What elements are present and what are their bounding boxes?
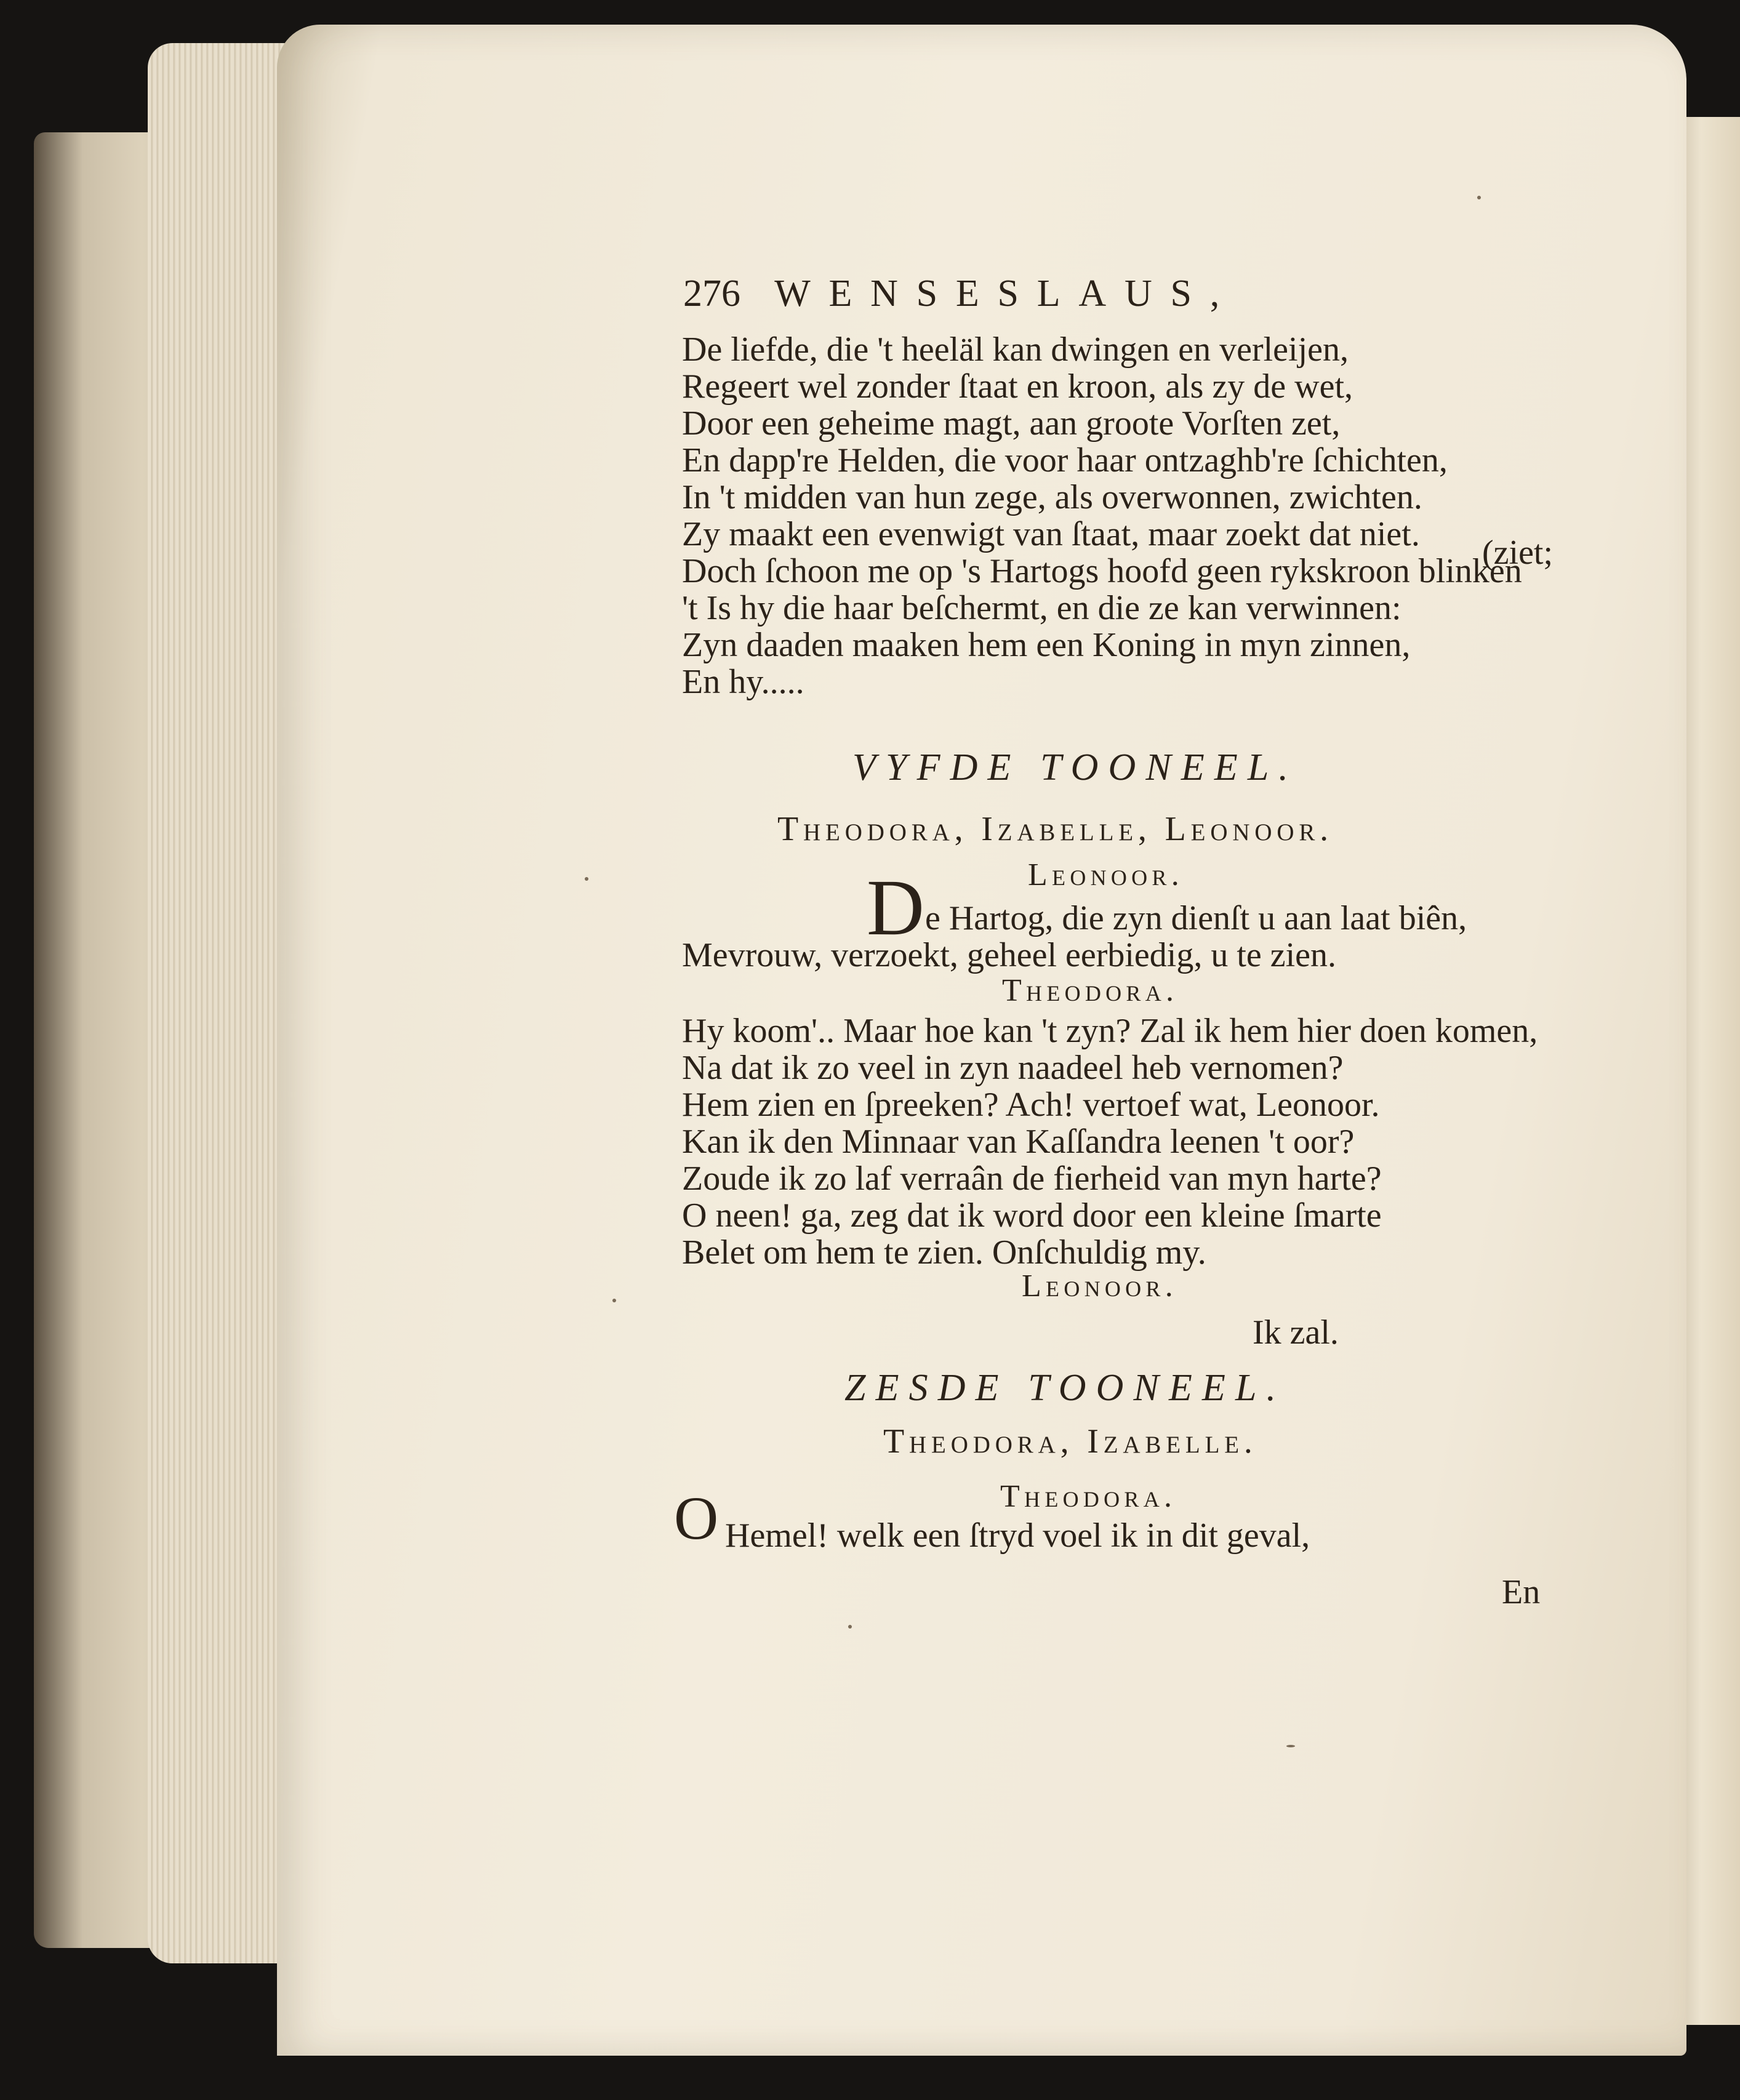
scene-5-speaker-1: Leonoor. [1028,857,1184,892]
verse-line: De liefde, die 't heeläl kan dwingen en verleijen, [682,331,1349,369]
scene-6-title: ZESDE TOONEEL. [844,1367,1286,1409]
verse-line: Hemel! welk een ſtryd voel ik in dit geval, [725,1517,1310,1555]
verse-line: Door een geheime magt, aan groote Vorſten zet, [682,404,1341,443]
verse-line: In 't midden van hun zege, als overwonnen, zwichten. [682,478,1422,516]
verse-line: Mevrouw, verzoekt, geheel eerbiedig, u te zien. [682,936,1337,974]
verse-line: Belet om hem te zien. Onſchuldig my. [682,1233,1206,1272]
running-head [683,272,1238,316]
verse-line: 't Is hy die haar beſchermt, en die ze kan verwinnen: [682,589,1401,627]
paper-speck [1286,1745,1295,1747]
scene-5-cast: Theodora, Izabelle, Leonoor. [777,810,1334,848]
paper-speck [1477,196,1481,199]
verse-line: En hy..... [682,663,804,701]
verse-line: En dapp're Helden, die voor haar ontzaghb're ſchichten, [682,441,1448,479]
verse-line: Zyn daaden maaken hem een Koning in myn zinnen, [682,626,1411,664]
verse-line: Hy koom'.. Maar hoe kan 't zyn? Zal ik hem hier doen komen, [682,1012,1538,1050]
scene-5-speaker-3: Leonoor. [1022,1268,1177,1304]
verse-line: Zoude ik zo laf verraân de fierheid van myn harte? [682,1160,1382,1198]
scene-5-title: VYFDE TOONEEL. [852,747,1299,788]
catchword: En [1502,1573,1541,1611]
page-number: 276 [683,273,740,315]
verse-line: Hem zien en ſpreeken? Ach! vertoef wat, Leonoor. [682,1086,1380,1124]
verse-line: O neen! ga, zeg dat ik word door een kleine ſmarte [682,1196,1382,1235]
paper-speck [585,877,588,881]
running-title: WENSESLAUS, [774,273,1238,315]
verse-line: e Hartog, die zyn dienſt u aan laat biên, [925,899,1467,937]
verse-line: Doch ſchoon me op 's Hartogs hoofd geen rykskroon blinken [682,552,1522,590]
verse-line: Na dat ik zo veel in zyn naadeel heb vernomen? [682,1049,1344,1087]
verse-line: Zy maakt een evenwigt van ſtaat, maar zoekt dat niet. [682,515,1420,553]
scene-6-speaker: Theodora. [1000,1479,1177,1514]
verse-overflow: (ziet; [1482,534,1554,572]
paper-speck [612,1299,616,1302]
scene-5-dropcap: D [867,864,924,952]
verse-line: Regeert wel zonder ſtaat en kroon, als zy de wet, [682,367,1353,406]
scene-6-dropcap: O [674,1484,719,1552]
scene-5-speaker-2: Theodora. [1002,973,1179,1008]
scene-6-cast: Theodora, Izabelle. [883,1422,1257,1461]
paper-speck [848,1625,852,1629]
verse-line: Kan ik den Minnaar van Kaſſandra leenen 't oor? [682,1123,1355,1161]
verse-line: Ik zal. [1253,1313,1339,1352]
